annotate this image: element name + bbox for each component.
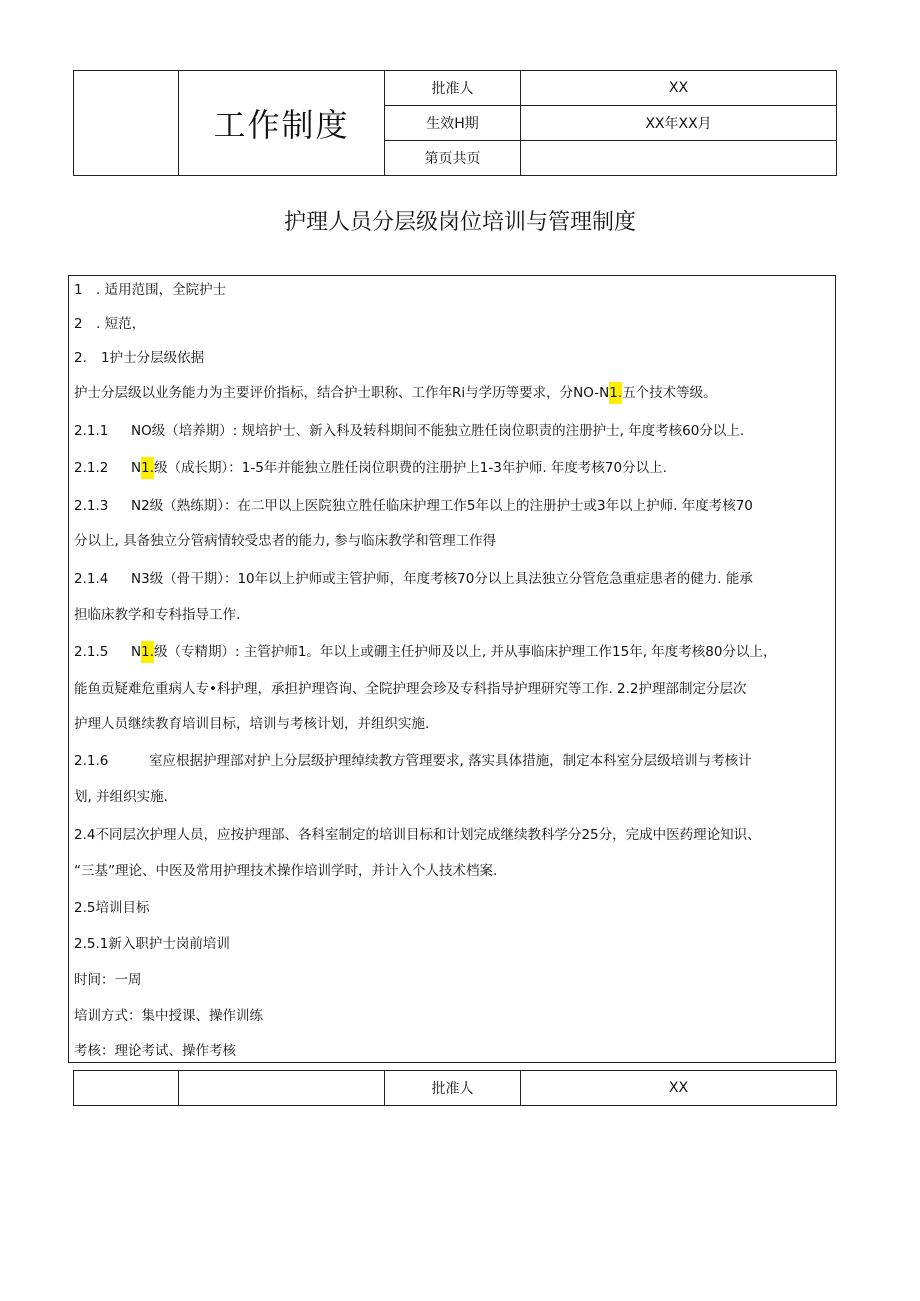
body-content-box bbox=[68, 275, 836, 1063]
item-2-1-2 bbox=[74, 459, 667, 477]
section-basis bbox=[74, 349, 204, 367]
item-text: 培训方式：集中授课、操作训练 bbox=[74, 1008, 263, 1024]
effective-date-value: XX年XX月 bbox=[521, 106, 837, 141]
training-method bbox=[74, 1007, 263, 1025]
item-2-1-6 bbox=[74, 752, 752, 770]
item-number: 2.1.1 bbox=[74, 423, 109, 439]
item-text: 2.4不同层次护理人员，应按护理部、各科室制定的培训目标和计划完成继续教科学分25分，完成中医药理论知识、 bbox=[74, 827, 761, 843]
section-norm bbox=[74, 315, 145, 333]
item-text: 级（成长期）：1-5年并能独立胜任岗位职费的注册护上1-3年护师. 年度考核70分以上. bbox=[154, 460, 667, 476]
highlighted-text: 1. bbox=[141, 457, 154, 479]
highlighted-text: 1. bbox=[609, 382, 622, 404]
item-2-1-4 bbox=[74, 570, 753, 588]
item-text: 考核：理论考试、操作考核 bbox=[74, 1043, 236, 1059]
item-text: N bbox=[131, 460, 142, 476]
logo-cell bbox=[74, 71, 179, 176]
item-2-4 bbox=[74, 826, 761, 844]
highlighted-text: 1. bbox=[141, 641, 154, 663]
item-2-4-cont bbox=[74, 862, 497, 880]
training-time bbox=[74, 971, 142, 989]
item-text: 级（专精期）: 主管护师1。年以上或硼主任护师及以上, 并从事临床护理工作15年, 年度考核80分以上， bbox=[154, 644, 777, 660]
item-2-2-cont bbox=[74, 715, 429, 733]
item-text: 2.5.1新入职护士岗前培训 bbox=[74, 936, 230, 952]
approver-label: 批准人 bbox=[385, 71, 521, 106]
item-text: NO级（培养期）: 规培护士、新入科及转科期间不能独立胜任岗位职责的注册护士, 年度考核60分以上. bbox=[131, 423, 745, 439]
item-2-5-1 bbox=[74, 935, 230, 953]
item-text: 2.5培训目标 bbox=[74, 900, 150, 916]
item-2-1-6-cont bbox=[74, 788, 168, 806]
item-2-1-3 bbox=[74, 497, 753, 515]
header-table bbox=[73, 70, 837, 176]
section-number: 2. bbox=[74, 350, 87, 366]
item-text: N2级（熟练期）：在二甲以上医院独立胜任临床护理工作5年以上的注册护士或3年以上护师. 年度考核70 bbox=[131, 498, 753, 514]
item-number: 2.1.5 bbox=[74, 644, 109, 660]
page-count-value bbox=[521, 141, 837, 176]
section-text: . 适用范围，全院护士 bbox=[96, 282, 227, 298]
section-number: 2 bbox=[74, 316, 83, 332]
section-scope bbox=[74, 281, 226, 299]
document-title: 护理人员分层级岗位培训与管理制度 bbox=[283, 210, 636, 235]
header-title: 工作制度 bbox=[179, 71, 385, 176]
item-text: 室应根据护理部对护上分层级护理绰续教方管理要求, 落实具体措施，制定本科室分层级培训与考核计 bbox=[149, 753, 752, 769]
page-count-label: 第页共页 bbox=[385, 141, 521, 176]
item-2-1-5-cont bbox=[74, 680, 747, 698]
item-text: N bbox=[131, 644, 142, 660]
section-text: 1护士分层级依据 bbox=[101, 350, 205, 366]
training-assessment bbox=[74, 1042, 236, 1060]
item-2-1-1 bbox=[74, 422, 744, 440]
footer-approver-label: 批准人 bbox=[385, 1071, 521, 1106]
paragraph-levels bbox=[74, 384, 717, 402]
item-text: 划, 并组织实施. bbox=[74, 789, 168, 805]
item-2-1-3-cont bbox=[74, 532, 496, 550]
item-text: 护理人员继续教育培训目标，培训与考核计划，并组织实施. bbox=[74, 716, 430, 732]
item-number: 2.1.4 bbox=[74, 571, 109, 587]
paragraph-text: 护士分层级以业务能力为主要评价指标，结合护士职称、工作年Ri与学历等要求，分NO-N bbox=[74, 385, 610, 401]
item-2-5 bbox=[74, 899, 149, 917]
item-2-1-4-cont bbox=[74, 606, 240, 624]
section-number: 1 bbox=[74, 282, 83, 298]
item-text: “三基”理论、中医及常用护理技术操作培训学时，并计入个人技术档案. bbox=[74, 863, 498, 879]
paragraph-text: 五个技术等级。 bbox=[622, 385, 717, 401]
item-text: N3级（骨干期）：10年以上护师或主管护师，年度考核70分以上具法独立分管危急重症患者的健力. 能承 bbox=[131, 571, 753, 587]
footer-approver-value: XX bbox=[521, 1071, 837, 1106]
section-text: . 短范， bbox=[96, 316, 146, 332]
footer-title-cell bbox=[179, 1071, 385, 1106]
item-number: 2.1.3 bbox=[74, 498, 109, 514]
item-text: 担临床教学和专科指导工作. bbox=[74, 607, 241, 623]
footer-table bbox=[73, 1070, 837, 1106]
item-text: 能鱼贡疑难危重病人专•科护理，承担护理咨询、全院护理会珍及专科指导护理研究等工作. 2.2护理部制定分层次 bbox=[74, 681, 747, 697]
footer-logo-cell bbox=[74, 1071, 179, 1106]
approver-value: XX bbox=[521, 71, 837, 106]
item-text: 时间：一周 bbox=[74, 972, 142, 988]
item-number: 2.1.2 bbox=[74, 460, 109, 476]
item-text: 分以上, 具备独立分管病情较受忠者的能力, 参与临床教学和管理工作得 bbox=[74, 533, 497, 549]
item-number: 2.1.6 bbox=[74, 753, 109, 769]
effective-date-label: 生效H期 bbox=[385, 106, 521, 141]
item-2-1-5 bbox=[74, 643, 776, 661]
